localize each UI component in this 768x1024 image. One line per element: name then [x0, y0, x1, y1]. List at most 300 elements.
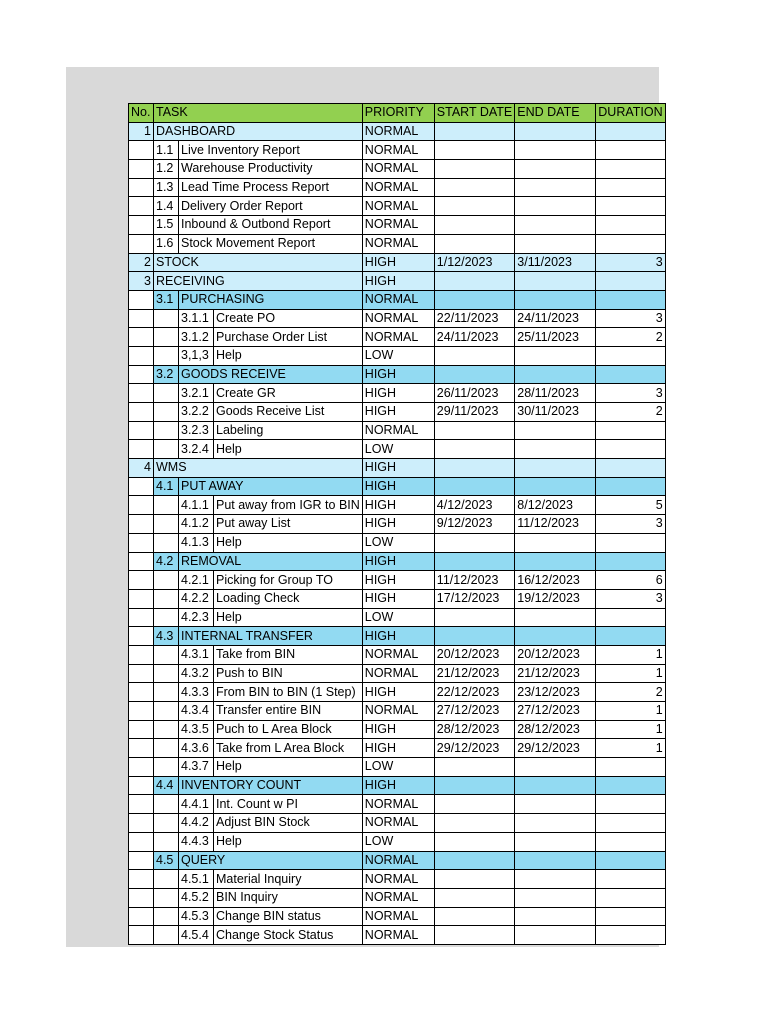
- cell-blank[interactable]: [129, 290, 154, 309]
- cell-start-date[interactable]: 26/11/2023: [434, 384, 514, 403]
- cell-task[interactable]: PURCHASING: [179, 290, 363, 309]
- cell-blank[interactable]: [129, 346, 154, 365]
- cell-priority[interactable]: NORMAL: [362, 216, 434, 235]
- cell-start-date[interactable]: 24/11/2023: [434, 328, 514, 347]
- header-task[interactable]: TASK: [154, 104, 363, 123]
- cell-start-date[interactable]: [434, 758, 514, 777]
- cell-priority[interactable]: HIGH: [362, 384, 434, 403]
- cell-start-date[interactable]: [434, 365, 514, 384]
- cell-task[interactable]: Change Stock Status: [214, 926, 363, 945]
- cell-task[interactable]: Change BIN status: [214, 907, 363, 926]
- cell-end-date[interactable]: 30/11/2023: [515, 403, 596, 422]
- cell-end-date[interactable]: 24/11/2023: [515, 309, 596, 328]
- cell-no[interactable]: 4.2.1: [179, 571, 214, 590]
- cell-end-date[interactable]: [515, 533, 596, 552]
- cell-task[interactable]: Warehouse Productivity: [179, 160, 363, 179]
- cell-no[interactable]: 3.2: [154, 365, 179, 384]
- cell-task[interactable]: Lead Time Process Report: [179, 178, 363, 197]
- cell-start-date[interactable]: [434, 795, 514, 814]
- cell-no[interactable]: 3.1.1: [179, 309, 214, 328]
- cell-blank[interactable]: [154, 589, 179, 608]
- cell-start-date[interactable]: 22/11/2023: [434, 309, 514, 328]
- cell-priority[interactable]: NORMAL: [362, 888, 434, 907]
- cell-duration[interactable]: [596, 122, 665, 141]
- cell-end-date[interactable]: [515, 197, 596, 216]
- cell-task[interactable]: Help: [214, 608, 363, 627]
- cell-no[interactable]: 1.5: [154, 216, 179, 235]
- cell-blank[interactable]: [154, 683, 179, 702]
- cell-blank[interactable]: [129, 589, 154, 608]
- cell-duration[interactable]: 3: [596, 309, 665, 328]
- cell-blank[interactable]: [154, 702, 179, 721]
- cell-no[interactable]: 3: [129, 272, 154, 291]
- cell-duration[interactable]: [596, 795, 665, 814]
- cell-start-date[interactable]: 17/12/2023: [434, 589, 514, 608]
- cell-priority[interactable]: HIGH: [362, 403, 434, 422]
- cell-start-date[interactable]: 4/12/2023: [434, 496, 514, 515]
- cell-end-date[interactable]: [515, 216, 596, 235]
- cell-priority[interactable]: NORMAL: [362, 328, 434, 347]
- cell-end-date[interactable]: [515, 346, 596, 365]
- cell-priority[interactable]: HIGH: [362, 496, 434, 515]
- cell-end-date[interactable]: [515, 627, 596, 646]
- cell-duration[interactable]: 1: [596, 702, 665, 721]
- cell-blank[interactable]: [129, 160, 154, 179]
- cell-no[interactable]: 3.2.3: [179, 421, 214, 440]
- cell-duration[interactable]: [596, 907, 665, 926]
- cell-no[interactable]: 2: [129, 253, 154, 272]
- cell-blank[interactable]: [129, 907, 154, 926]
- cell-task[interactable]: Take from BIN: [214, 645, 363, 664]
- cell-end-date[interactable]: [515, 832, 596, 851]
- cell-task[interactable]: Picking for Group TO: [214, 571, 363, 590]
- cell-task[interactable]: DASHBOARD: [154, 122, 363, 141]
- cell-duration[interactable]: [596, 459, 665, 478]
- cell-priority[interactable]: HIGH: [362, 776, 434, 795]
- cell-blank[interactable]: [154, 309, 179, 328]
- cell-blank[interactable]: [154, 720, 179, 739]
- cell-no[interactable]: 4.5.1: [179, 870, 214, 889]
- cell-no[interactable]: 1: [129, 122, 154, 141]
- cell-end-date[interactable]: 25/11/2023: [515, 328, 596, 347]
- cell-start-date[interactable]: [434, 197, 514, 216]
- cell-start-date[interactable]: 1/12/2023: [434, 253, 514, 272]
- cell-duration[interactable]: [596, 160, 665, 179]
- cell-duration[interactable]: 2: [596, 403, 665, 422]
- cell-blank[interactable]: [129, 403, 154, 422]
- cell-duration[interactable]: [596, 197, 665, 216]
- cell-no[interactable]: 4: [129, 459, 154, 478]
- cell-duration[interactable]: [596, 290, 665, 309]
- cell-no[interactable]: 4.5: [154, 851, 179, 870]
- cell-task[interactable]: STOCK: [154, 253, 363, 272]
- cell-duration[interactable]: [596, 346, 665, 365]
- cell-end-date[interactable]: 23/12/2023: [515, 683, 596, 702]
- cell-blank[interactable]: [129, 477, 154, 496]
- cell-blank[interactable]: [154, 608, 179, 627]
- cell-start-date[interactable]: [434, 160, 514, 179]
- cell-task[interactable]: Help: [214, 533, 363, 552]
- cell-task[interactable]: REMOVAL: [179, 552, 363, 571]
- cell-end-date[interactable]: 16/12/2023: [515, 571, 596, 590]
- cell-start-date[interactable]: [434, 346, 514, 365]
- cell-start-date[interactable]: 21/12/2023: [434, 664, 514, 683]
- cell-end-date[interactable]: 11/12/2023: [515, 515, 596, 534]
- cell-start-date[interactable]: 27/12/2023: [434, 702, 514, 721]
- cell-no[interactable]: 3.2.4: [179, 440, 214, 459]
- cell-blank[interactable]: [154, 571, 179, 590]
- cell-start-date[interactable]: [434, 832, 514, 851]
- cell-task[interactable]: Help: [214, 346, 363, 365]
- cell-end-date[interactable]: [515, 907, 596, 926]
- cell-duration[interactable]: [596, 272, 665, 291]
- cell-start-date[interactable]: [434, 926, 514, 945]
- cell-task[interactable]: Help: [214, 440, 363, 459]
- cell-blank[interactable]: [154, 664, 179, 683]
- cell-end-date[interactable]: 3/11/2023: [515, 253, 596, 272]
- cell-blank[interactable]: [129, 851, 154, 870]
- cell-end-date[interactable]: [515, 141, 596, 160]
- cell-duration[interactable]: [596, 608, 665, 627]
- cell-start-date[interactable]: [434, 141, 514, 160]
- cell-start-date[interactable]: [434, 627, 514, 646]
- cell-start-date[interactable]: [434, 178, 514, 197]
- cell-end-date[interactable]: [515, 795, 596, 814]
- cell-duration[interactable]: 2: [596, 683, 665, 702]
- cell-blank[interactable]: [154, 421, 179, 440]
- cell-duration[interactable]: 1: [596, 664, 665, 683]
- cell-duration[interactable]: [596, 477, 665, 496]
- cell-blank[interactable]: [129, 178, 154, 197]
- cell-duration[interactable]: 3: [596, 589, 665, 608]
- cell-duration[interactable]: 3: [596, 515, 665, 534]
- header-end-date[interactable]: END DATE: [515, 104, 596, 123]
- cell-start-date[interactable]: [434, 776, 514, 795]
- cell-blank[interactable]: [129, 197, 154, 216]
- cell-duration[interactable]: [596, 440, 665, 459]
- cell-start-date[interactable]: 29/12/2023: [434, 739, 514, 758]
- cell-start-date[interactable]: [434, 477, 514, 496]
- cell-end-date[interactable]: [515, 851, 596, 870]
- cell-priority[interactable]: NORMAL: [362, 234, 434, 253]
- cell-no[interactable]: 4.3: [154, 627, 179, 646]
- cell-start-date[interactable]: 20/12/2023: [434, 645, 514, 664]
- cell-end-date[interactable]: [515, 870, 596, 889]
- cell-no[interactable]: 3,1,3: [179, 346, 214, 365]
- cell-task[interactable]: Delivery Order Report: [179, 197, 363, 216]
- cell-blank[interactable]: [129, 309, 154, 328]
- cell-priority[interactable]: NORMAL: [362, 141, 434, 160]
- cell-duration[interactable]: [596, 776, 665, 795]
- cell-priority[interactable]: LOW: [362, 440, 434, 459]
- cell-duration[interactable]: 3: [596, 384, 665, 403]
- cell-blank[interactable]: [129, 776, 154, 795]
- cell-task[interactable]: Help: [214, 758, 363, 777]
- cell-blank[interactable]: [129, 870, 154, 889]
- cell-blank[interactable]: [154, 814, 179, 833]
- cell-no[interactable]: 4.1.2: [179, 515, 214, 534]
- cell-no[interactable]: 4.2.2: [179, 589, 214, 608]
- cell-no[interactable]: 4.3.3: [179, 683, 214, 702]
- cell-task[interactable]: QUERY: [179, 851, 363, 870]
- header-priority[interactable]: PRIORITY: [362, 104, 434, 123]
- cell-start-date[interactable]: [434, 216, 514, 235]
- cell-blank[interactable]: [129, 683, 154, 702]
- cell-no[interactable]: 4.3.7: [179, 758, 214, 777]
- cell-blank[interactable]: [129, 552, 154, 571]
- cell-task[interactable]: Adjust BIN Stock: [214, 814, 363, 833]
- cell-blank[interactable]: [129, 758, 154, 777]
- cell-blank[interactable]: [154, 926, 179, 945]
- cell-task[interactable]: RECEIVING: [154, 272, 363, 291]
- cell-duration[interactable]: 6: [596, 571, 665, 590]
- cell-priority[interactable]: LOW: [362, 758, 434, 777]
- cell-end-date[interactable]: 28/12/2023: [515, 720, 596, 739]
- cell-duration[interactable]: [596, 832, 665, 851]
- cell-blank[interactable]: [154, 832, 179, 851]
- cell-blank[interactable]: [154, 739, 179, 758]
- cell-priority[interactable]: HIGH: [362, 477, 434, 496]
- cell-priority[interactable]: NORMAL: [362, 197, 434, 216]
- cell-task[interactable]: Help: [214, 832, 363, 851]
- cell-no[interactable]: 4.4.3: [179, 832, 214, 851]
- cell-start-date[interactable]: 28/12/2023: [434, 720, 514, 739]
- cell-duration[interactable]: [596, 758, 665, 777]
- cell-priority[interactable]: NORMAL: [362, 178, 434, 197]
- cell-blank[interactable]: [129, 141, 154, 160]
- cell-priority[interactable]: NORMAL: [362, 160, 434, 179]
- cell-end-date[interactable]: [515, 272, 596, 291]
- cell-blank[interactable]: [154, 328, 179, 347]
- cell-duration[interactable]: [596, 870, 665, 889]
- cell-task[interactable]: Int. Count w PI: [214, 795, 363, 814]
- cell-duration[interactable]: [596, 814, 665, 833]
- cell-blank[interactable]: [129, 496, 154, 515]
- cell-no[interactable]: 4.2.3: [179, 608, 214, 627]
- cell-blank[interactable]: [154, 346, 179, 365]
- cell-blank[interactable]: [129, 720, 154, 739]
- cell-end-date[interactable]: [515, 178, 596, 197]
- cell-task[interactable]: Live Inventory Report: [179, 141, 363, 160]
- cell-priority[interactable]: NORMAL: [362, 851, 434, 870]
- cell-priority[interactable]: LOW: [362, 832, 434, 851]
- cell-end-date[interactable]: [515, 365, 596, 384]
- cell-duration[interactable]: 1: [596, 645, 665, 664]
- cell-end-date[interactable]: [515, 440, 596, 459]
- cell-duration[interactable]: [596, 888, 665, 907]
- cell-no[interactable]: 4.3.4: [179, 702, 214, 721]
- cell-blank[interactable]: [129, 216, 154, 235]
- cell-blank[interactable]: [129, 888, 154, 907]
- cell-task[interactable]: Create GR: [214, 384, 363, 403]
- cell-end-date[interactable]: 19/12/2023: [515, 589, 596, 608]
- cell-start-date[interactable]: [434, 888, 514, 907]
- cell-end-date[interactable]: [515, 421, 596, 440]
- cell-priority[interactable]: HIGH: [362, 459, 434, 478]
- cell-duration[interactable]: [596, 421, 665, 440]
- cell-priority[interactable]: NORMAL: [362, 814, 434, 833]
- cell-end-date[interactable]: 8/12/2023: [515, 496, 596, 515]
- cell-start-date[interactable]: [434, 814, 514, 833]
- cell-end-date[interactable]: [515, 234, 596, 253]
- cell-task[interactable]: INTERNAL TRANSFER: [179, 627, 363, 646]
- cell-blank[interactable]: [129, 384, 154, 403]
- cell-priority[interactable]: HIGH: [362, 627, 434, 646]
- cell-duration[interactable]: 1: [596, 739, 665, 758]
- cell-task[interactable]: Inbound & Outbond Report: [179, 216, 363, 235]
- cell-task[interactable]: WMS: [154, 459, 363, 478]
- cell-blank[interactable]: [129, 440, 154, 459]
- cell-no[interactable]: 4.1.3: [179, 533, 214, 552]
- cell-blank[interactable]: [129, 571, 154, 590]
- cell-duration[interactable]: [596, 533, 665, 552]
- cell-task[interactable]: Material Inquiry: [214, 870, 363, 889]
- cell-end-date[interactable]: [515, 608, 596, 627]
- cell-blank[interactable]: [129, 645, 154, 664]
- cell-blank[interactable]: [154, 496, 179, 515]
- cell-task[interactable]: Goods Receive List: [214, 403, 363, 422]
- cell-priority[interactable]: HIGH: [362, 589, 434, 608]
- cell-blank[interactable]: [154, 440, 179, 459]
- cell-blank[interactable]: [129, 832, 154, 851]
- cell-blank[interactable]: [129, 608, 154, 627]
- cell-start-date[interactable]: [434, 234, 514, 253]
- cell-start-date[interactable]: [434, 870, 514, 889]
- cell-priority[interactable]: NORMAL: [362, 645, 434, 664]
- cell-duration[interactable]: 5: [596, 496, 665, 515]
- cell-blank[interactable]: [129, 739, 154, 758]
- cell-task[interactable]: Put away List: [214, 515, 363, 534]
- cell-end-date[interactable]: [515, 926, 596, 945]
- cell-duration[interactable]: [596, 141, 665, 160]
- cell-start-date[interactable]: [434, 459, 514, 478]
- cell-no[interactable]: 3.1: [154, 290, 179, 309]
- cell-task[interactable]: Push to BIN: [214, 664, 363, 683]
- cell-start-date[interactable]: [434, 851, 514, 870]
- cell-priority[interactable]: NORMAL: [362, 309, 434, 328]
- cell-start-date[interactable]: [434, 122, 514, 141]
- cell-priority[interactable]: LOW: [362, 608, 434, 627]
- cell-duration[interactable]: [596, 234, 665, 253]
- cell-blank[interactable]: [154, 403, 179, 422]
- cell-start-date[interactable]: 22/12/2023: [434, 683, 514, 702]
- cell-blank[interactable]: [129, 814, 154, 833]
- cell-blank[interactable]: [129, 365, 154, 384]
- cell-no[interactable]: 1.4: [154, 197, 179, 216]
- cell-priority[interactable]: NORMAL: [362, 421, 434, 440]
- cell-no[interactable]: 4.5.4: [179, 926, 214, 945]
- cell-end-date[interactable]: [515, 814, 596, 833]
- cell-priority[interactable]: NORMAL: [362, 122, 434, 141]
- cell-duration[interactable]: 1: [596, 720, 665, 739]
- cell-start-date[interactable]: [434, 907, 514, 926]
- cell-task[interactable]: Loading Check: [214, 589, 363, 608]
- cell-start-date[interactable]: [434, 421, 514, 440]
- header-start-date[interactable]: START DATE: [434, 104, 514, 123]
- cell-no[interactable]: 1.1: [154, 141, 179, 160]
- cell-blank[interactable]: [129, 664, 154, 683]
- cell-no[interactable]: 4.1.1: [179, 496, 214, 515]
- cell-priority[interactable]: HIGH: [362, 571, 434, 590]
- cell-task[interactable]: Stock Movement Report: [179, 234, 363, 253]
- cell-start-date[interactable]: [434, 552, 514, 571]
- cell-end-date[interactable]: [515, 758, 596, 777]
- cell-duration[interactable]: [596, 851, 665, 870]
- cell-blank[interactable]: [154, 515, 179, 534]
- cell-no[interactable]: 4.3.5: [179, 720, 214, 739]
- cell-no[interactable]: 4.3.2: [179, 664, 214, 683]
- cell-end-date[interactable]: [515, 122, 596, 141]
- cell-duration[interactable]: [596, 216, 665, 235]
- cell-blank[interactable]: [154, 907, 179, 926]
- cell-task[interactable]: Labeling: [214, 421, 363, 440]
- cell-no[interactable]: 4.3.6: [179, 739, 214, 758]
- cell-duration[interactable]: [596, 627, 665, 646]
- cell-start-date[interactable]: [434, 272, 514, 291]
- cell-no[interactable]: 4.5.2: [179, 888, 214, 907]
- cell-blank[interactable]: [154, 888, 179, 907]
- cell-no[interactable]: 4.4.2: [179, 814, 214, 833]
- cell-priority[interactable]: HIGH: [362, 515, 434, 534]
- cell-task[interactable]: Create PO: [214, 309, 363, 328]
- cell-end-date[interactable]: 21/12/2023: [515, 664, 596, 683]
- cell-no[interactable]: 3.2.1: [179, 384, 214, 403]
- cell-blank[interactable]: [154, 758, 179, 777]
- cell-priority[interactable]: LOW: [362, 533, 434, 552]
- cell-end-date[interactable]: 28/11/2023: [515, 384, 596, 403]
- cell-start-date[interactable]: 29/11/2023: [434, 403, 514, 422]
- cell-no[interactable]: 4.5.3: [179, 907, 214, 926]
- cell-blank[interactable]: [154, 870, 179, 889]
- cell-priority[interactable]: NORMAL: [362, 664, 434, 683]
- cell-priority[interactable]: NORMAL: [362, 795, 434, 814]
- cell-blank[interactable]: [129, 421, 154, 440]
- cell-task[interactable]: Purchase Order List: [214, 328, 363, 347]
- cell-task[interactable]: INVENTORY COUNT: [179, 776, 363, 795]
- cell-task[interactable]: PUT AWAY: [179, 477, 363, 496]
- cell-blank[interactable]: [129, 328, 154, 347]
- cell-blank[interactable]: [154, 384, 179, 403]
- cell-blank[interactable]: [129, 533, 154, 552]
- cell-priority[interactable]: HIGH: [362, 253, 434, 272]
- cell-priority[interactable]: NORMAL: [362, 870, 434, 889]
- cell-start-date[interactable]: [434, 440, 514, 459]
- cell-no[interactable]: 4.1: [154, 477, 179, 496]
- cell-task[interactable]: Puch to L Area Block: [214, 720, 363, 739]
- cell-priority[interactable]: LOW: [362, 346, 434, 365]
- cell-start-date[interactable]: 11/12/2023: [434, 571, 514, 590]
- cell-end-date[interactable]: 29/12/2023: [515, 739, 596, 758]
- cell-task[interactable]: From BIN to BIN (1 Step): [214, 683, 363, 702]
- cell-end-date[interactable]: 27/12/2023: [515, 702, 596, 721]
- cell-start-date[interactable]: [434, 608, 514, 627]
- cell-blank[interactable]: [129, 702, 154, 721]
- cell-priority[interactable]: NORMAL: [362, 290, 434, 309]
- cell-no[interactable]: 1.2: [154, 160, 179, 179]
- cell-priority[interactable]: HIGH: [362, 272, 434, 291]
- cell-duration[interactable]: [596, 552, 665, 571]
- cell-end-date[interactable]: [515, 776, 596, 795]
- cell-priority[interactable]: NORMAL: [362, 926, 434, 945]
- cell-duration[interactable]: [596, 365, 665, 384]
- cell-duration[interactable]: 3: [596, 253, 665, 272]
- header-duration[interactable]: DURATION: [596, 104, 665, 123]
- cell-end-date[interactable]: [515, 888, 596, 907]
- cell-no[interactable]: 3.2.2: [179, 403, 214, 422]
- cell-priority[interactable]: HIGH: [362, 683, 434, 702]
- cell-no[interactable]: 3.1.2: [179, 328, 214, 347]
- cell-no[interactable]: 4.2: [154, 552, 179, 571]
